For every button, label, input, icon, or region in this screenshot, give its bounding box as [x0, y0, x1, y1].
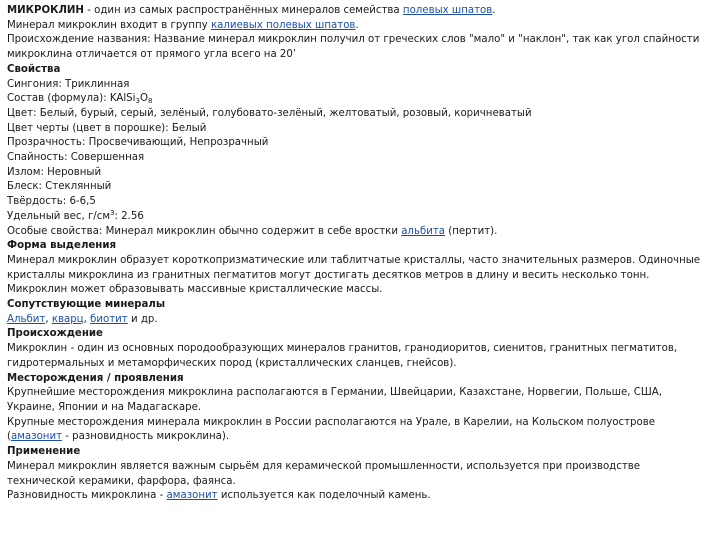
group-paragraph [7, 19, 711, 34]
formula-oxygen: O [139, 93, 148, 105]
usage-text-2-end: используется как поделочный камень. [217, 490, 431, 502]
transparency-line: Прозрачность: Просвечивающий, Непрозрачный [7, 137, 269, 149]
form-heading [7, 239, 711, 254]
intro-end: . [492, 5, 496, 16]
link-potassium-feldspars[interactable]: калиевых полевых шпатов [210, 19, 356, 31]
deposits-paragraph-1: Крупнейшие месторождения микроклина располагаются в Германии, Швейцарии, Казахстане, Норвегии, Польше, США, Украине, Японии и на Мадагаскаре. [7, 387, 662, 413]
article-title: МИКРОКЛИН [7, 5, 84, 16]
usage-paragraph-1: Минерал микроклин является важным сырьём для керамической промышленности, используется при производстве технической керамики, фарфора, фаянса. [7, 460, 641, 487]
density-label: Удельный вес, г/см [7, 210, 111, 222]
density-line [7, 210, 711, 225]
associated-sep-2: , [83, 313, 91, 325]
name-origin-paragraph: Происхождение названия: Название минерал микроклин получил от греческих слов "мало" и "наклон", так как угол спайности микроклина отличается от прямого угла всего на 20’ [7, 34, 700, 61]
associated-heading-text: Сопутствующие минералы [7, 299, 166, 311]
deposits-heading-text: Месторождения / проявления [7, 372, 184, 384]
link-albite[interactable]: альбита [401, 225, 446, 237]
syngony-line: Сингония: Триклинная [7, 78, 130, 90]
deposits-text-2: Крупные месторождения минерала микроклин в России располагаются на Урале, в Карелии, на Кольском полуострове ( [7, 416, 655, 443]
usage-text-2: Разновидность микроклина - [7, 490, 167, 502]
form-paragraph-2: Микроклин может образовывать массивные кристаллические массы. [7, 284, 383, 296]
streak-line: Цвет черты (цвет в порошке): Белый [7, 122, 207, 134]
group-text: Минерал микроклин входит в группу [7, 19, 211, 31]
luster-line: Блеск: Стеклянный [7, 181, 112, 193]
article [7, 4, 711, 504]
link-albite-2[interactable]: Альбит [7, 313, 46, 325]
hardness-line: Твёрдость: 6-6,5 [7, 196, 96, 208]
properties-heading [7, 63, 711, 78]
density-value: : 2.56 [114, 210, 144, 222]
color-line: Цвет: Белый, бурый, серый, зелёный, голубовато-зелёный, желтоватый, розовый, коричневатый [7, 107, 532, 119]
link-quartz[interactable]: кварц [51, 313, 84, 325]
associated-heading [7, 298, 711, 313]
fracture-line: Излом: Неровный [7, 166, 102, 178]
cleavage-line: Спайность: Совершенная [7, 152, 145, 164]
properties-heading-text: Свойства [7, 63, 61, 75]
formula-line [7, 92, 711, 107]
formula-label: Состав (формула): KAlSi [7, 93, 136, 105]
formula-subscript-si: 3 [135, 97, 140, 106]
associated-line [7, 313, 711, 328]
usage-heading [7, 445, 711, 460]
usage-heading-text: Применение [7, 446, 81, 458]
link-amazonite-2[interactable]: амазонит [166, 490, 218, 502]
genesis-paragraph: Микроклин - один из основных породообразующих минералов гранитов, гранодиоритов, сиенитов, гранитных пегматитов, гидротермальных и метаморфических пород (кристаллических сланцев, гнейсов). [7, 343, 678, 369]
deposits-paragraph-2 [7, 416, 711, 445]
formula-subscript-o: 8 [147, 97, 153, 106]
deposits-text-2-end: - разновидность микроклина). [62, 431, 230, 443]
associated-end: и др. [127, 313, 158, 325]
genesis-heading-text: Происхождение [7, 328, 103, 340]
density-superscript: 3 [110, 208, 115, 217]
group-end: . [355, 19, 359, 31]
form-heading-text: Форма выделения [7, 240, 117, 252]
genesis-heading [7, 327, 711, 342]
usage-paragraph-2 [7, 489, 711, 504]
special-properties-line [7, 225, 711, 240]
link-amazonite[interactable]: амазонит [10, 431, 63, 443]
special-text: Особые свойства: Минерал микроклин обычно содержит в себе вростки [7, 225, 402, 237]
intro-paragraph [7, 4, 711, 19]
intro-text: - один из самых распространённых минералов семейства [83, 5, 403, 16]
link-feldspars[interactable]: полевых шпатов [402, 5, 493, 16]
deposits-heading [7, 372, 711, 387]
link-biotite[interactable]: биотит [90, 313, 128, 325]
form-paragraph-1: Минерал микроклин образует короткопризматические или таблитчатые кристаллы, часто значительных размеров. Одиночные кристаллы микроклина из гранитных пегматитов могут достигать десятков метров в длину и весить несколько тонн. [7, 254, 701, 281]
associated-sep-1: , [45, 313, 52, 325]
special-end: (пертит). [445, 225, 498, 237]
